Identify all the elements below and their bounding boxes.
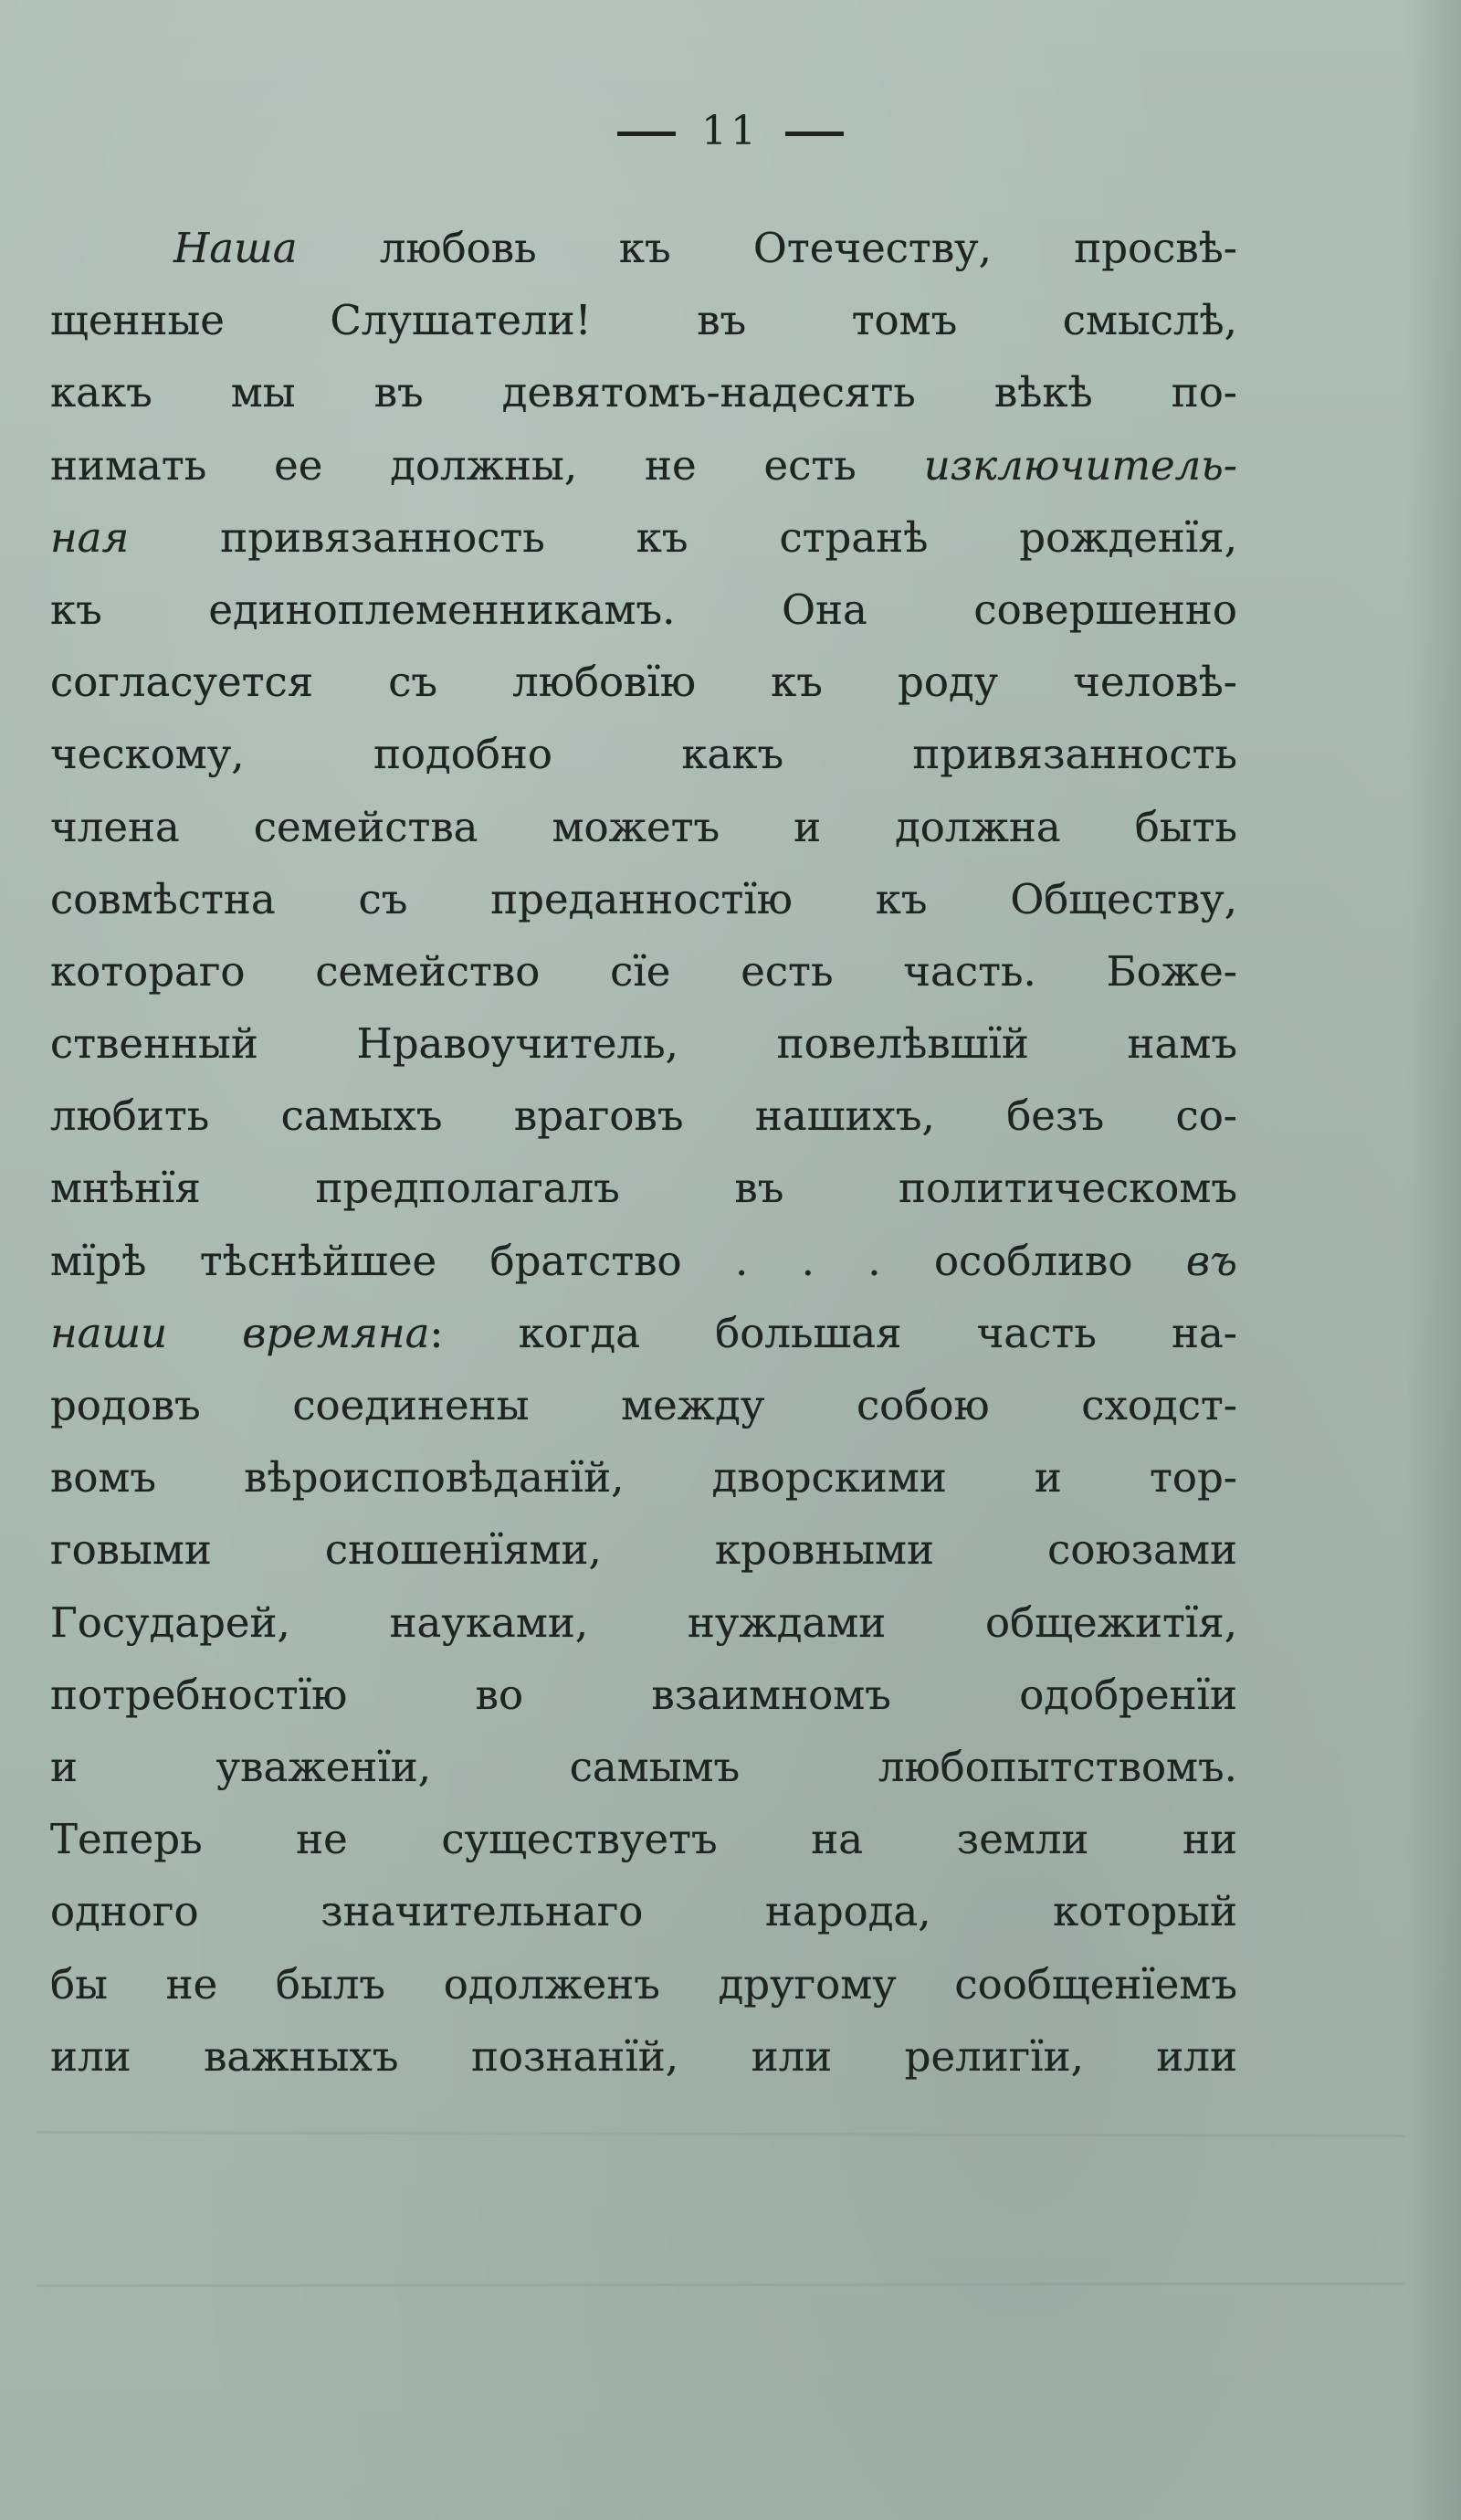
text-run: привязанность къ странѣ рожденїя, <box>129 512 1237 562</box>
text-line <box>50 1297 1237 1369</box>
text-run: потребностїю во взаимномъ одобренїи <box>50 1670 1237 1719</box>
text-line <box>50 1587 1237 1659</box>
text-run: ственный Нравоучитель, повелѣвшїй намъ <box>50 1019 1237 1069</box>
page-edge-shadow <box>1406 0 1461 2520</box>
text-line <box>50 429 1237 501</box>
text-run: бы не былъ одолженъ другому сообщенїемъ <box>50 1959 1237 2009</box>
text-run: Теперь не существуетъ на земли ни <box>50 1815 1237 1864</box>
text-run: родовъ соединены между собою сходст- <box>50 1381 1237 1429</box>
page-number-header <box>0 108 1461 154</box>
text-line <box>50 1225 1237 1297</box>
italic-text: наши времяна <box>50 1308 430 1357</box>
paper-crease <box>37 2131 1406 2137</box>
text-run: и уваженїи, самымъ любопытствомъ. <box>50 1742 1237 1791</box>
text-run: Государей, науками, нуждами общежитїя, <box>50 1597 1237 1647</box>
text-line <box>50 212 1237 284</box>
text-line <box>50 356 1237 428</box>
body-text <box>50 212 1237 2093</box>
text-run: вомъ вѣроисповѣданїй, дворскими и тор- <box>50 1453 1237 1503</box>
text-line <box>50 2020 1237 2093</box>
text-run: щенные Слушатели! въ томъ смыслѣ, <box>50 296 1237 345</box>
folio-dash-right <box>785 132 844 136</box>
text-run: нимать ее должны, не есть <box>50 440 924 490</box>
italic-text: ная <box>50 512 130 562</box>
text-run: любить самыхъ враговъ нашихъ, безъ со- <box>50 1091 1237 1141</box>
text-run: согласуется съ любовїю къ роду человѣ- <box>50 658 1237 707</box>
text-line <box>50 863 1237 935</box>
text-line <box>50 1803 1237 1875</box>
text-line <box>50 1080 1237 1152</box>
text-line <box>50 1441 1237 1513</box>
text-line <box>50 1152 1237 1224</box>
text-run: какъ мы въ девятомъ-надесять вѣкѣ по- <box>50 368 1237 417</box>
text-run: мїрѣ тѣснѣйшее братство . . . особливо <box>50 1236 1186 1285</box>
text-line <box>50 1659 1237 1731</box>
text-run: къ единоплеменникамъ. Она совершенно <box>50 585 1237 634</box>
text-line <box>50 284 1237 356</box>
text-run: котораго семейство сїе есть часть. Боже- <box>50 946 1237 996</box>
text-line <box>50 791 1237 863</box>
italic-text: Наша <box>173 224 298 272</box>
italic-text: въ <box>1185 1236 1237 1285</box>
text-run: любовь къ Отечеству, просвѣ- <box>297 224 1237 272</box>
text-run: : когда большая часть на- <box>429 1308 1237 1357</box>
text-line <box>50 574 1237 646</box>
text-run: мнѣнїя предполагалъ въ политическомъ <box>50 1164 1237 1213</box>
page-number: 11 <box>701 108 760 154</box>
text-run: совмѣстна съ преданностїю къ Обществу, <box>50 874 1237 923</box>
text-line <box>50 1007 1237 1080</box>
text-line <box>50 935 1237 1007</box>
text-line <box>50 1369 1237 1441</box>
text-line <box>50 1948 1237 2020</box>
paper-crease <box>37 2283 1406 2288</box>
text-run: одного значительнаго народа, который <box>50 1887 1237 1936</box>
text-run: говыми сношенїями, кровными союзами <box>50 1525 1237 1575</box>
text-line <box>50 646 1237 718</box>
folio-dash-left <box>617 132 676 136</box>
text-run: или важныхъ познанїй, или религїи, или <box>50 2031 1237 2081</box>
text-line <box>50 1875 1237 1947</box>
text-line <box>50 1513 1237 1586</box>
text-line <box>50 501 1237 574</box>
italic-text: изключитель- <box>923 440 1237 490</box>
text-line <box>50 718 1237 790</box>
text-run: ческому, подобно какъ привязанность <box>50 730 1237 779</box>
text-run: члена семейства можетъ и должна быть <box>50 802 1237 851</box>
text-line <box>50 1731 1237 1803</box>
